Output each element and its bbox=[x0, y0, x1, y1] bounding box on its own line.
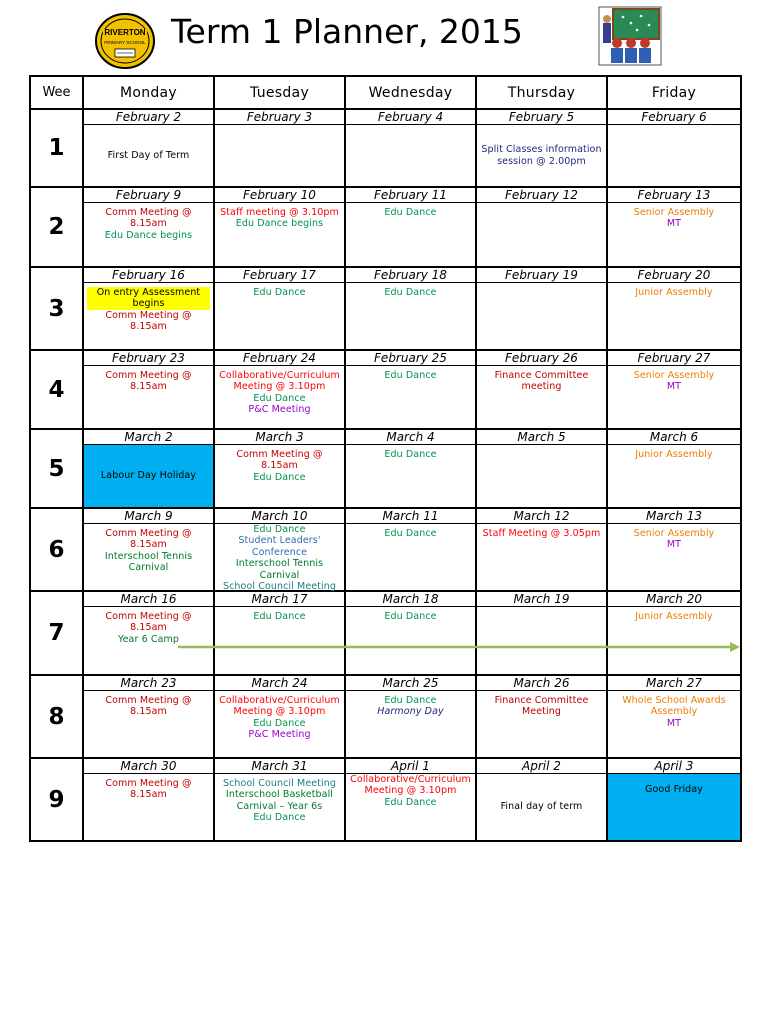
cell-date: March 4 bbox=[346, 430, 475, 445]
day-cell-friday bbox=[607, 429, 741, 508]
day-cell-monday bbox=[83, 591, 214, 675]
week-number: 2 bbox=[30, 187, 83, 267]
day-cell-monday bbox=[83, 187, 214, 267]
cell-date: March 23 bbox=[84, 676, 213, 691]
page-header bbox=[0, 0, 768, 76]
week-row bbox=[30, 109, 741, 187]
week-column-header: Wee bbox=[30, 76, 83, 109]
week-number: 7 bbox=[30, 591, 83, 675]
cell-date: March 6 bbox=[608, 430, 740, 445]
cell-date: March 18 bbox=[346, 592, 475, 607]
cell-events bbox=[84, 691, 213, 757]
day-cell-tuesday bbox=[214, 758, 345, 841]
cell-date: February 25 bbox=[346, 351, 475, 366]
cell-events bbox=[608, 524, 740, 590]
cell-date: March 10 bbox=[215, 509, 344, 524]
day-header-tuesday: Tuesday bbox=[214, 76, 345, 109]
day-cell-wednesday bbox=[345, 591, 476, 675]
logo-name: RIVERTON bbox=[104, 28, 146, 37]
event-item: Comm Meeting @ 8.15am bbox=[105, 207, 192, 230]
event-item: Comm Meeting @ 8.15am bbox=[105, 611, 192, 634]
cell-date: April 1 bbox=[346, 759, 475, 774]
week-number: 5 bbox=[30, 429, 83, 508]
event-item: Collaborative/Curriculum Meeting @ 3.10pm bbox=[219, 695, 340, 718]
event-item: Edu Dance bbox=[384, 449, 437, 460]
day-cell-thursday bbox=[476, 187, 607, 267]
event-item: Collaborative/Curriculum Meeting @ 3.10pm bbox=[350, 774, 471, 797]
cell-events bbox=[346, 691, 475, 757]
event-item: Good Friday bbox=[645, 784, 703, 795]
page-title: Term 1 Planner, 2015 bbox=[171, 12, 523, 51]
cell-events bbox=[477, 125, 606, 186]
event-item: Split Classes information session @ 2.00pm bbox=[481, 144, 602, 167]
day-cell-wednesday bbox=[345, 350, 476, 429]
cell-events bbox=[215, 203, 344, 266]
week-row bbox=[30, 675, 741, 758]
day-cell-wednesday bbox=[345, 187, 476, 267]
event-item: Harmony Day bbox=[377, 706, 444, 718]
event-item: Edu Dance bbox=[384, 528, 437, 539]
cell-date: April 2 bbox=[477, 759, 606, 774]
event-item: Finance Committee Meeting bbox=[494, 695, 589, 718]
event-item: Junior Assembly bbox=[635, 449, 713, 460]
day-cell-tuesday bbox=[214, 187, 345, 267]
event-item: Edu Dance begins bbox=[235, 218, 324, 230]
event-item: Edu Dance bbox=[253, 471, 306, 483]
day-cell-wednesday bbox=[345, 508, 476, 591]
day-cell-thursday bbox=[476, 350, 607, 429]
event-item: Edu Dance bbox=[253, 524, 306, 535]
cell-date: March 16 bbox=[84, 592, 213, 607]
day-header-friday: Friday bbox=[607, 76, 741, 109]
day-cell-friday bbox=[607, 591, 741, 675]
cell-date: March 11 bbox=[346, 509, 475, 524]
cell-date: February 19 bbox=[477, 268, 606, 283]
cell-date: March 26 bbox=[477, 676, 606, 691]
cell-date: February 20 bbox=[608, 268, 740, 283]
cell-events bbox=[84, 203, 213, 266]
cell-date: March 12 bbox=[477, 509, 606, 524]
cell-events bbox=[477, 524, 606, 590]
event-item: Edu Dance bbox=[253, 812, 306, 824]
cell-events bbox=[608, 445, 740, 507]
week-row bbox=[30, 350, 741, 429]
event-item: P&C Meeting bbox=[248, 404, 311, 416]
teacher-students-clipart-icon bbox=[597, 5, 663, 67]
cell-events bbox=[608, 691, 740, 757]
event-item: Year 6 Camp bbox=[117, 633, 180, 645]
cell-date: February 23 bbox=[84, 351, 213, 366]
week-row bbox=[30, 508, 741, 591]
cell-date: March 25 bbox=[346, 676, 475, 691]
day-cell-wednesday bbox=[345, 758, 476, 841]
cell-events bbox=[215, 691, 344, 757]
cell-events bbox=[608, 774, 740, 840]
day-cell-tuesday bbox=[214, 508, 345, 591]
cell-date: March 17 bbox=[215, 592, 344, 607]
event-item: MT bbox=[666, 218, 682, 230]
week-number: 6 bbox=[30, 508, 83, 591]
cell-events bbox=[346, 774, 475, 840]
day-cell-thursday bbox=[476, 758, 607, 841]
event-item: Staff meeting @ 3.10pm bbox=[220, 207, 339, 218]
cell-events bbox=[84, 125, 213, 186]
cell-date: February 18 bbox=[346, 268, 475, 283]
week-row bbox=[30, 591, 741, 675]
cell-events bbox=[608, 366, 740, 428]
weeks-body bbox=[30, 109, 741, 841]
event-item: Edu Dance bbox=[253, 287, 306, 298]
planner-table bbox=[29, 75, 742, 842]
event-item: Interschool Basketball Carnival – Year 6s bbox=[225, 789, 334, 812]
cell-date: February 26 bbox=[477, 351, 606, 366]
event-item: Senior Assembly bbox=[633, 528, 715, 539]
day-cell-tuesday bbox=[214, 591, 345, 675]
event-item: Edu Dance bbox=[384, 287, 437, 298]
event-item: School Council Meeting bbox=[222, 581, 337, 593]
cell-events bbox=[346, 445, 475, 507]
event-item: Labour Day Holiday bbox=[100, 470, 197, 482]
event-item: Edu Dance bbox=[253, 392, 306, 404]
event-item: Student Leaders' Conference bbox=[238, 535, 321, 558]
cell-date: February 2 bbox=[84, 110, 213, 125]
day-cell-thursday bbox=[476, 267, 607, 350]
event-item: Junior Assembly bbox=[635, 611, 713, 622]
cell-events bbox=[346, 203, 475, 266]
event-item: Comm Meeting @ 8.15am bbox=[105, 370, 192, 393]
cell-events bbox=[477, 366, 606, 428]
cell-events bbox=[215, 366, 344, 428]
week-row bbox=[30, 267, 741, 350]
event-item: Comm Meeting @ 8.15am bbox=[105, 778, 192, 801]
week-number: 8 bbox=[30, 675, 83, 758]
event-item: Comm Meeting @ 8.15am bbox=[105, 695, 192, 718]
cell-date: February 6 bbox=[608, 110, 740, 125]
day-cell-thursday bbox=[476, 591, 607, 675]
cell-events bbox=[608, 283, 740, 349]
cell-date: March 19 bbox=[477, 592, 606, 607]
day-cell-friday bbox=[607, 350, 741, 429]
event-item: Interschool Tennis Carnival bbox=[104, 550, 193, 574]
day-cell-friday bbox=[607, 758, 741, 841]
cell-date: February 12 bbox=[477, 188, 606, 203]
cell-events bbox=[84, 774, 213, 840]
day-cell-monday bbox=[83, 429, 214, 508]
cell-date: March 2 bbox=[84, 430, 213, 445]
event-item: Comm Meeting @ 8.15am bbox=[236, 449, 323, 472]
cell-date: March 9 bbox=[84, 509, 213, 524]
cell-date: February 24 bbox=[215, 351, 344, 366]
event-item: Edu Dance bbox=[253, 611, 306, 622]
event-item: Whole School Awards Assembly bbox=[622, 695, 726, 718]
event-item: Edu Dance bbox=[384, 796, 437, 808]
day-cell-monday bbox=[83, 758, 214, 841]
cell-date: April 3 bbox=[608, 759, 740, 774]
day-cell-tuesday bbox=[214, 675, 345, 758]
cell-date: February 11 bbox=[346, 188, 475, 203]
cell-events bbox=[477, 691, 606, 757]
cell-date: March 20 bbox=[608, 592, 740, 607]
cell-events bbox=[215, 283, 344, 349]
year6-camp-arrow bbox=[178, 641, 740, 653]
cell-date: March 5 bbox=[477, 430, 606, 445]
day-header-thursday: Thursday bbox=[476, 76, 607, 109]
day-cell-friday bbox=[607, 187, 741, 267]
week-row bbox=[30, 187, 741, 267]
day-cell-wednesday bbox=[345, 109, 476, 187]
day-cell-thursday bbox=[476, 508, 607, 591]
cell-events bbox=[346, 366, 475, 428]
cell-date: March 31 bbox=[215, 759, 344, 774]
event-item: School Council Meeting bbox=[222, 778, 337, 789]
event-item: Staff Meeting @ 3.05pm bbox=[482, 528, 601, 539]
cell-events bbox=[215, 524, 344, 593]
day-cell-friday bbox=[607, 675, 741, 758]
day-cell-friday bbox=[607, 267, 741, 350]
day-cell-tuesday bbox=[214, 429, 345, 508]
cell-date: March 27 bbox=[608, 676, 740, 691]
event-item: Edu Dance bbox=[384, 370, 437, 381]
cell-events bbox=[477, 283, 606, 349]
event-item: Edu Dance bbox=[253, 717, 306, 729]
week-number: 4 bbox=[30, 350, 83, 429]
cell-events bbox=[215, 445, 344, 507]
cell-date: February 16 bbox=[84, 268, 213, 283]
day-cell-monday bbox=[83, 350, 214, 429]
event-item: MT bbox=[666, 539, 682, 551]
day-cell-tuesday bbox=[214, 350, 345, 429]
cell-events bbox=[608, 125, 740, 186]
cell-events bbox=[215, 774, 344, 840]
week-number: 1 bbox=[30, 109, 83, 187]
day-cell-tuesday bbox=[214, 109, 345, 187]
cell-events bbox=[84, 283, 213, 349]
cell-date: February 13 bbox=[608, 188, 740, 203]
week-row bbox=[30, 758, 741, 841]
cell-date: February 3 bbox=[215, 110, 344, 125]
day-cell-friday bbox=[607, 109, 741, 187]
day-cell-thursday bbox=[476, 429, 607, 508]
cell-events bbox=[477, 203, 606, 266]
week-number: 3 bbox=[30, 267, 83, 350]
event-item: Comm Meeting @ 8.15am bbox=[105, 309, 192, 333]
cell-events bbox=[477, 774, 606, 840]
event-item: Edu Dance bbox=[384, 695, 437, 706]
cell-date: February 9 bbox=[84, 188, 213, 203]
cell-date: March 3 bbox=[215, 430, 344, 445]
day-cell-monday bbox=[83, 267, 214, 350]
week-row bbox=[30, 429, 741, 508]
week-number: 9 bbox=[30, 758, 83, 841]
day-header-row bbox=[30, 76, 741, 109]
event-item: Finance Committee meeting bbox=[494, 370, 589, 393]
cell-date: February 5 bbox=[477, 110, 606, 125]
cell-events bbox=[346, 125, 475, 186]
event-item: Senior Assembly bbox=[633, 207, 715, 218]
logo-subtitle: PRIMARY SCHOOL bbox=[104, 40, 146, 45]
day-cell-wednesday bbox=[345, 429, 476, 508]
cell-date: March 13 bbox=[608, 509, 740, 524]
day-cell-wednesday bbox=[345, 267, 476, 350]
cell-events bbox=[84, 445, 213, 507]
cell-events bbox=[346, 283, 475, 349]
event-item: Collaborative/Curriculum Meeting @ 3.10pm bbox=[219, 370, 340, 393]
event-item: Junior Assembly bbox=[635, 287, 713, 298]
day-header-wednesday: Wednesday bbox=[345, 76, 476, 109]
day-cell-monday bbox=[83, 508, 214, 591]
cell-date: February 4 bbox=[346, 110, 475, 125]
day-header-monday: Monday bbox=[83, 76, 214, 109]
day-cell-monday bbox=[83, 109, 214, 187]
day-cell-friday bbox=[607, 508, 741, 591]
cell-events bbox=[84, 366, 213, 428]
cell-date: February 27 bbox=[608, 351, 740, 366]
event-item: Edu Dance bbox=[384, 611, 437, 622]
day-cell-tuesday bbox=[214, 267, 345, 350]
event-item: Comm Meeting @ 8.15am bbox=[105, 528, 192, 551]
cell-events bbox=[608, 203, 740, 266]
day-cell-thursday bbox=[476, 675, 607, 758]
event-item: Senior Assembly bbox=[633, 370, 715, 381]
event-item: Final day of term bbox=[500, 801, 583, 813]
day-cell-thursday bbox=[476, 109, 607, 187]
cell-date: March 30 bbox=[84, 759, 213, 774]
cell-events bbox=[84, 524, 213, 590]
cell-date: February 17 bbox=[215, 268, 344, 283]
event-item: First Day of Term bbox=[107, 149, 190, 161]
day-cell-monday bbox=[83, 675, 214, 758]
cell-events bbox=[346, 524, 475, 590]
event-item: Edu Dance bbox=[384, 207, 437, 218]
event-item: On entry Assessment begins bbox=[87, 287, 210, 310]
school-logo-icon bbox=[95, 13, 155, 69]
cell-events bbox=[215, 125, 344, 186]
event-item: Interschool Tennis Carnival bbox=[235, 558, 324, 581]
event-item: Edu Dance begins bbox=[104, 229, 193, 241]
day-cell-wednesday bbox=[345, 675, 476, 758]
event-item: P&C Meeting bbox=[248, 729, 311, 741]
cell-events bbox=[477, 445, 606, 507]
cell-date: March 24 bbox=[215, 676, 344, 691]
event-item: MT bbox=[666, 717, 682, 729]
event-item: MT bbox=[666, 381, 682, 393]
cell-date: February 10 bbox=[215, 188, 344, 203]
